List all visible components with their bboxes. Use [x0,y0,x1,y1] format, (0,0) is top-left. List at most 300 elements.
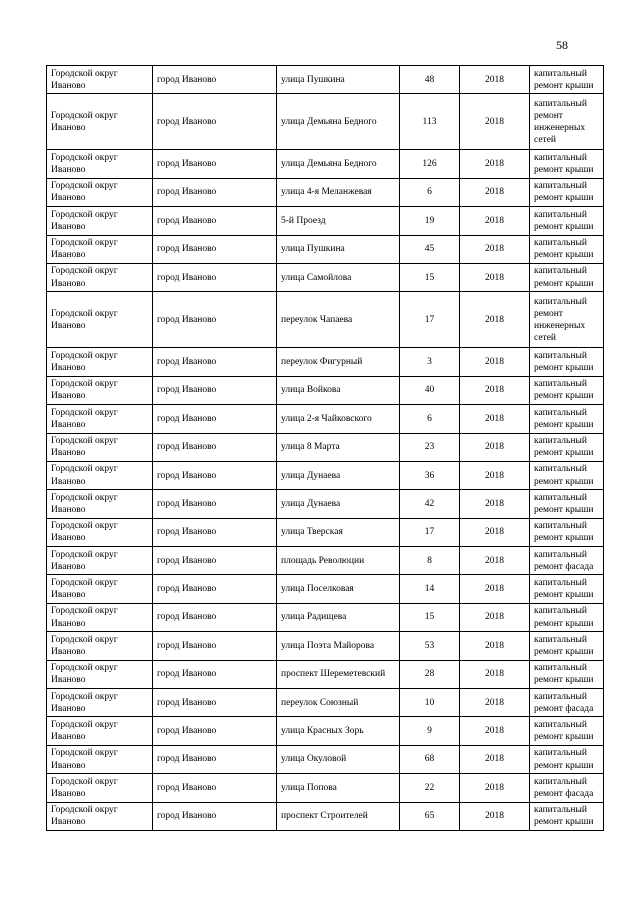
cell-year [460,178,530,206]
cell-municipal-district [47,632,153,660]
cell-settlement-text: город Иваново [157,782,217,793]
cell-municipal-district-text: Городской округ Иваново [51,578,118,601]
cell-house-number-text: 45 [424,244,435,255]
cell-year [460,461,530,489]
cell-year [460,348,530,376]
cell-municipal-district [47,348,153,376]
cell-year [460,518,530,546]
cell-street-text: 5-й Проезд [281,215,326,226]
cell-municipal-district-text: Городской округ Иваново [51,464,118,487]
cell-house-number-text: 19 [424,215,435,226]
cell-municipal-district-text: Городской округ Иваново [51,748,118,771]
cell-house-number [400,461,460,489]
cell-year [460,774,530,802]
cell-street [277,461,400,489]
table-row [47,575,604,603]
cell-house-number [400,490,460,518]
cell-year [460,660,530,688]
cell-settlement-text: город Иваново [157,385,217,396]
cell-municipal-district [47,94,153,150]
cell-year [460,94,530,150]
cell-year-text: 2018 [485,527,504,538]
cell-settlement-text: город Иваново [157,314,217,325]
cell-street [277,405,400,433]
cell-year [460,433,530,461]
cell-house-number [400,292,460,348]
cell-municipal-district-text: Городской округ Иваново [51,181,118,204]
cell-street [277,207,400,235]
cell-year [460,717,530,745]
table-row [47,518,604,546]
cell-work-type-text: капитальный ремонт инженерных сетей [534,98,587,146]
cell-year-text: 2018 [485,314,504,325]
cell-street-text: улица 4-я Меланжевая [281,187,372,198]
cell-street [277,518,400,546]
cell-settlement [153,575,277,603]
cell-house-number-text: 53 [424,640,435,651]
page-number: 58 [556,38,568,52]
cell-settlement [153,207,277,235]
cell-settlement [153,689,277,717]
cell-street [277,376,400,404]
cell-municipal-district [47,660,153,688]
cell-work-type-text: капитальный ремонт крыши [534,748,594,771]
cell-work-type [530,433,604,461]
cell-house-number-text: 8 [427,555,432,566]
cell-house-number-text: 17 [424,527,435,538]
cell-settlement-text: город Иваново [157,442,217,453]
cell-street-text: улица Красных Зорь [281,726,364,737]
cell-municipal-district-text: Городской округ Иваново [51,634,118,657]
cell-year-text: 2018 [485,612,504,623]
cell-street [277,433,400,461]
cell-street-text: улица Поэта Майорова [281,640,375,651]
cell-house-number [400,689,460,717]
cell-street-text: улица Демьяна Бедного [281,116,377,127]
cell-settlement-text: город Иваново [157,74,217,85]
cell-municipal-district [47,461,153,489]
cell-settlement [153,603,277,631]
cell-work-type [530,263,604,291]
cell-street-text: проспект Шереметевский [281,669,386,680]
table-row [47,689,604,717]
cell-municipal-district [47,547,153,575]
cell-municipal-district-text: Городской округ Иваново [51,691,118,714]
cell-year [460,745,530,773]
cell-municipal-district [47,689,153,717]
cell-street [277,66,400,94]
cell-street [277,178,400,206]
cell-house-number-text: 65 [424,811,435,822]
cell-house-number [400,263,460,291]
cell-municipal-district-text: Городской округ Иваново [51,209,118,232]
cell-house-number-text: 42 [424,498,435,509]
cell-house-number-text: 40 [424,385,435,396]
cell-street-text: улица 8 Марта [281,442,340,453]
cell-work-type [530,376,604,404]
cell-house-number [400,66,460,94]
cell-year [460,376,530,404]
cell-year [460,235,530,263]
cell-house-number [400,802,460,830]
cell-work-type [530,660,604,688]
cell-work-type-text: капитальный ремонт инженерных сетей [534,296,587,343]
cell-settlement-text: город Иваново [157,470,217,481]
table-row [47,433,604,461]
cell-settlement [153,292,277,348]
cell-year [460,632,530,660]
cell-municipal-district-text: Городской округ Иваново [51,379,118,402]
cell-settlement [153,376,277,404]
cell-municipal-district [47,717,153,745]
cell-municipal-district [47,405,153,433]
cell-work-type [530,717,604,745]
table-row [47,376,604,404]
cell-settlement-text: город Иваново [157,498,217,509]
cell-work-type-text: капитальный ремонт крыши [534,266,594,289]
cell-house-number-text: 9 [427,726,432,737]
cell-municipal-district [47,575,153,603]
cell-settlement [153,461,277,489]
cell-settlement-text: город Иваново [157,811,217,822]
cell-year-text: 2018 [485,413,504,424]
cell-street-text: улица Поселковая [281,584,354,595]
cell-year-text: 2018 [485,754,504,765]
cell-street [277,774,400,802]
cell-municipal-district-text: Городской округ Иваново [51,350,118,374]
cell-street [277,490,400,518]
cell-municipal-district [47,207,153,235]
cell-municipal-district-text: Городской округ Иваново [51,436,118,459]
cell-settlement [153,518,277,546]
cell-street [277,292,400,348]
table-body [47,66,604,831]
cell-work-type [530,405,604,433]
cell-year-text: 2018 [485,159,504,169]
cell-municipal-district-text: Городской округ Иваново [51,776,118,799]
cell-settlement [153,717,277,745]
cell-work-type [530,178,604,206]
cell-street [277,603,400,631]
cell-settlement-text: город Иваново [157,356,217,367]
cell-house-number [400,433,460,461]
cell-year [460,66,530,94]
cell-work-type-text: капитальный ремонт крыши [534,719,594,743]
cell-year-text: 2018 [485,726,504,737]
cell-year-text: 2018 [485,584,504,595]
table-row [47,292,604,348]
cell-year-text: 2018 [485,244,504,255]
cell-settlement [153,150,277,178]
cell-municipal-district-text: Городской округ Иваново [51,308,118,331]
cell-street-text: улица Пушкина [281,74,345,85]
cell-work-type [530,575,604,603]
cell-street-text: переулок Чапаева [281,314,353,325]
cell-year-text: 2018 [485,811,504,822]
cell-year [460,405,530,433]
cell-settlement-text: город Иваново [157,116,217,127]
cell-settlement [153,405,277,433]
cell-house-number-text: 23 [424,442,435,453]
cell-work-type [530,66,604,94]
cell-municipal-district [47,150,153,178]
cell-settlement-text: город Иваново [157,159,217,169]
cell-work-type-text: капитальный ремонт крыши [534,606,594,629]
cell-year-text: 2018 [485,385,504,396]
cell-house-number [400,94,460,150]
cell-municipal-district-text: Городской округ Иваново [51,152,118,176]
table-row [47,235,604,263]
cell-work-type-text: капитальный ремонт крыши [534,634,594,657]
cell-house-number [400,376,460,404]
cell-year [460,575,530,603]
cell-settlement-text: город Иваново [157,726,217,737]
cell-street-text: улица Тверская [281,527,343,538]
cell-municipal-district-text: Городской округ Иваново [51,805,118,828]
cell-settlement-text: город Иваново [157,697,217,708]
cell-work-type-text: капитальный ремонт крыши [534,209,594,232]
cell-street-text: улица Пушкина [281,244,345,255]
cell-work-type [530,774,604,802]
cell-year [460,802,530,830]
cell-street [277,235,400,263]
cell-work-type [530,490,604,518]
cell-work-type-text: капитальный ремонт крыши [534,805,594,828]
cell-house-number [400,235,460,263]
cell-street-text: улица Дунаева [281,470,341,481]
cell-work-type [530,603,604,631]
cell-house-number-text: 10 [424,697,435,708]
cell-municipal-district-text: Городской округ Иваново [51,521,118,544]
cell-work-type-text: капитальный ремонт крыши [534,238,594,261]
table-row [47,660,604,688]
cell-work-type [530,547,604,575]
cell-year [460,263,530,291]
cell-work-type-text: капитальный ремонт крыши [534,152,594,176]
cell-house-number-text: 48 [424,74,435,85]
cell-settlement-text: город Иваново [157,527,217,538]
cell-municipal-district [47,178,153,206]
repair-register-table [46,65,604,831]
cell-municipal-district-text: Городской округ Иваново [51,407,118,430]
cell-settlement-text: город Иваново [157,640,217,651]
cell-municipal-district [47,376,153,404]
cell-work-type-text: капитальный ремонт крыши [534,492,594,515]
cell-settlement [153,745,277,773]
cell-municipal-district [47,603,153,631]
cell-year-text: 2018 [485,697,504,708]
cell-municipal-district-text: Городской округ Иваново [51,238,118,261]
cell-house-number [400,575,460,603]
cell-work-type [530,632,604,660]
cell-municipal-district [47,235,153,263]
cell-settlement [153,490,277,518]
cell-street [277,150,400,178]
cell-work-type-text: капитальный ремонт крыши [534,407,594,430]
cell-municipal-district-text: Городской округ Иваново [51,663,118,686]
cell-municipal-district [47,263,153,291]
cell-street [277,745,400,773]
cell-street [277,263,400,291]
cell-municipal-district [47,490,153,518]
cell-municipal-district [47,802,153,830]
cell-house-number [400,660,460,688]
cell-year-text: 2018 [485,215,504,226]
cell-work-type [530,207,604,235]
cell-house-number-text: 28 [424,669,435,680]
table-row [47,150,604,178]
cell-house-number-text: 113 [422,116,437,127]
cell-street [277,802,400,830]
cell-house-number-text: 17 [424,314,435,325]
table-row [47,802,604,830]
cell-municipal-district [47,292,153,348]
cell-work-type-text: капитальный ремонт крыши [534,521,594,544]
cell-street-text: проспект Строителей [281,811,368,822]
cell-work-type [530,461,604,489]
table-row [47,745,604,773]
cell-house-number [400,207,460,235]
cell-year-text: 2018 [485,272,504,283]
cell-house-number [400,518,460,546]
cell-house-number [400,745,460,773]
cell-street-text: улица Войкова [281,385,341,396]
cell-house-number-text: 68 [424,754,435,765]
table-row [47,263,604,291]
cell-settlement [153,178,277,206]
cell-street [277,660,400,688]
cell-municipal-district [47,745,153,773]
cell-work-type [530,802,604,830]
cell-house-number [400,547,460,575]
cell-settlement-text: город Иваново [157,754,217,765]
cell-year-text: 2018 [485,470,504,481]
cell-settlement-text: город Иваново [157,584,217,595]
cell-settlement-text: город Иваново [157,244,217,255]
cell-settlement-text: город Иваново [157,215,217,226]
cell-work-type-text: капитальный ремонт фасада [534,549,594,572]
cell-municipal-district [47,774,153,802]
table-row [47,66,604,94]
cell-settlement [153,66,277,94]
cell-municipal-district-text: Городской округ Иваново [51,492,118,515]
cell-street [277,575,400,603]
cell-work-type [530,292,604,348]
cell-year [460,150,530,178]
cell-year-text: 2018 [485,116,504,127]
table-row [47,490,604,518]
cell-street-text: площадь Революции [281,555,365,566]
cell-street-text: переулок Союзный [281,697,359,708]
cell-street [277,547,400,575]
cell-house-number-text: 15 [424,272,435,283]
table-row [47,178,604,206]
cell-year [460,547,530,575]
table-row [47,717,604,745]
cell-street-text: переулок Фигурный [281,356,363,367]
cell-year-text: 2018 [485,187,504,198]
cell-street [277,348,400,376]
cell-municipal-district-text: Городской округ Иваново [51,266,118,289]
cell-settlement-text: город Иваново [157,413,217,424]
cell-house-number-text: 14 [424,584,435,595]
cell-work-type [530,348,604,376]
table-row [47,461,604,489]
cell-settlement [153,774,277,802]
cell-year [460,689,530,717]
cell-settlement-text: город Иваново [157,612,217,623]
cell-settlement [153,547,277,575]
cell-year-text: 2018 [485,356,504,367]
cell-municipal-district-text: Городской округ Иваново [51,606,118,629]
cell-settlement [153,632,277,660]
cell-street [277,632,400,660]
cell-street-text: улица Дунаева [281,498,341,509]
cell-work-type [530,235,604,263]
cell-house-number [400,632,460,660]
cell-house-number-text: 6 [427,413,432,424]
cell-year-text: 2018 [485,498,504,509]
table-row [47,207,604,235]
cell-house-number [400,150,460,178]
cell-street-text: улица Самойлова [281,272,352,283]
cell-year [460,603,530,631]
table-row [47,547,604,575]
cell-house-number-text: 6 [427,187,432,198]
cell-work-type-text: капитальный ремонт крыши [534,68,594,91]
cell-year-text: 2018 [485,782,504,793]
cell-settlement-text: город Иваново [157,187,217,198]
cell-settlement-text: город Иваново [157,555,217,566]
cell-work-type [530,150,604,178]
cell-settlement [153,660,277,688]
cell-municipal-district [47,433,153,461]
cell-settlement [153,802,277,830]
cell-work-type-text: капитальный ремонт крыши [534,663,594,686]
cell-settlement [153,348,277,376]
cell-house-number-text: 126 [422,159,437,169]
cell-street [277,94,400,150]
cell-work-type-text: капитальный ремонт крыши [534,578,594,601]
cell-municipal-district-text: Городской округ Иваново [51,719,118,743]
cell-street-text: улица Радищева [281,612,347,623]
table-row [47,774,604,802]
cell-settlement-text: город Иваново [157,272,217,283]
cell-work-type-text: капитальный ремонт крыши [534,350,594,374]
cell-work-type-text: капитальный ремонт крыши [534,464,594,487]
cell-street [277,717,400,745]
cell-year-text: 2018 [485,74,504,85]
cell-municipal-district-text: Городской округ Иваново [51,110,118,133]
table-row [47,348,604,376]
cell-work-type-text: капитальный ремонт крыши [534,181,594,204]
cell-municipal-district [47,66,153,94]
cell-house-number-text: 22 [424,782,435,793]
table-row [47,603,604,631]
table-row [47,94,604,150]
cell-work-type [530,745,604,773]
cell-settlement [153,94,277,150]
cell-settlement [153,433,277,461]
cell-house-number [400,348,460,376]
cell-street-text: улица Попова [281,782,337,793]
cell-work-type [530,94,604,150]
table-row [47,405,604,433]
cell-house-number [400,178,460,206]
cell-work-type-text: капитальный ремонт крыши [534,436,594,459]
cell-settlement-text: город Иваново [157,669,217,680]
cell-house-number-text: 15 [424,612,435,623]
